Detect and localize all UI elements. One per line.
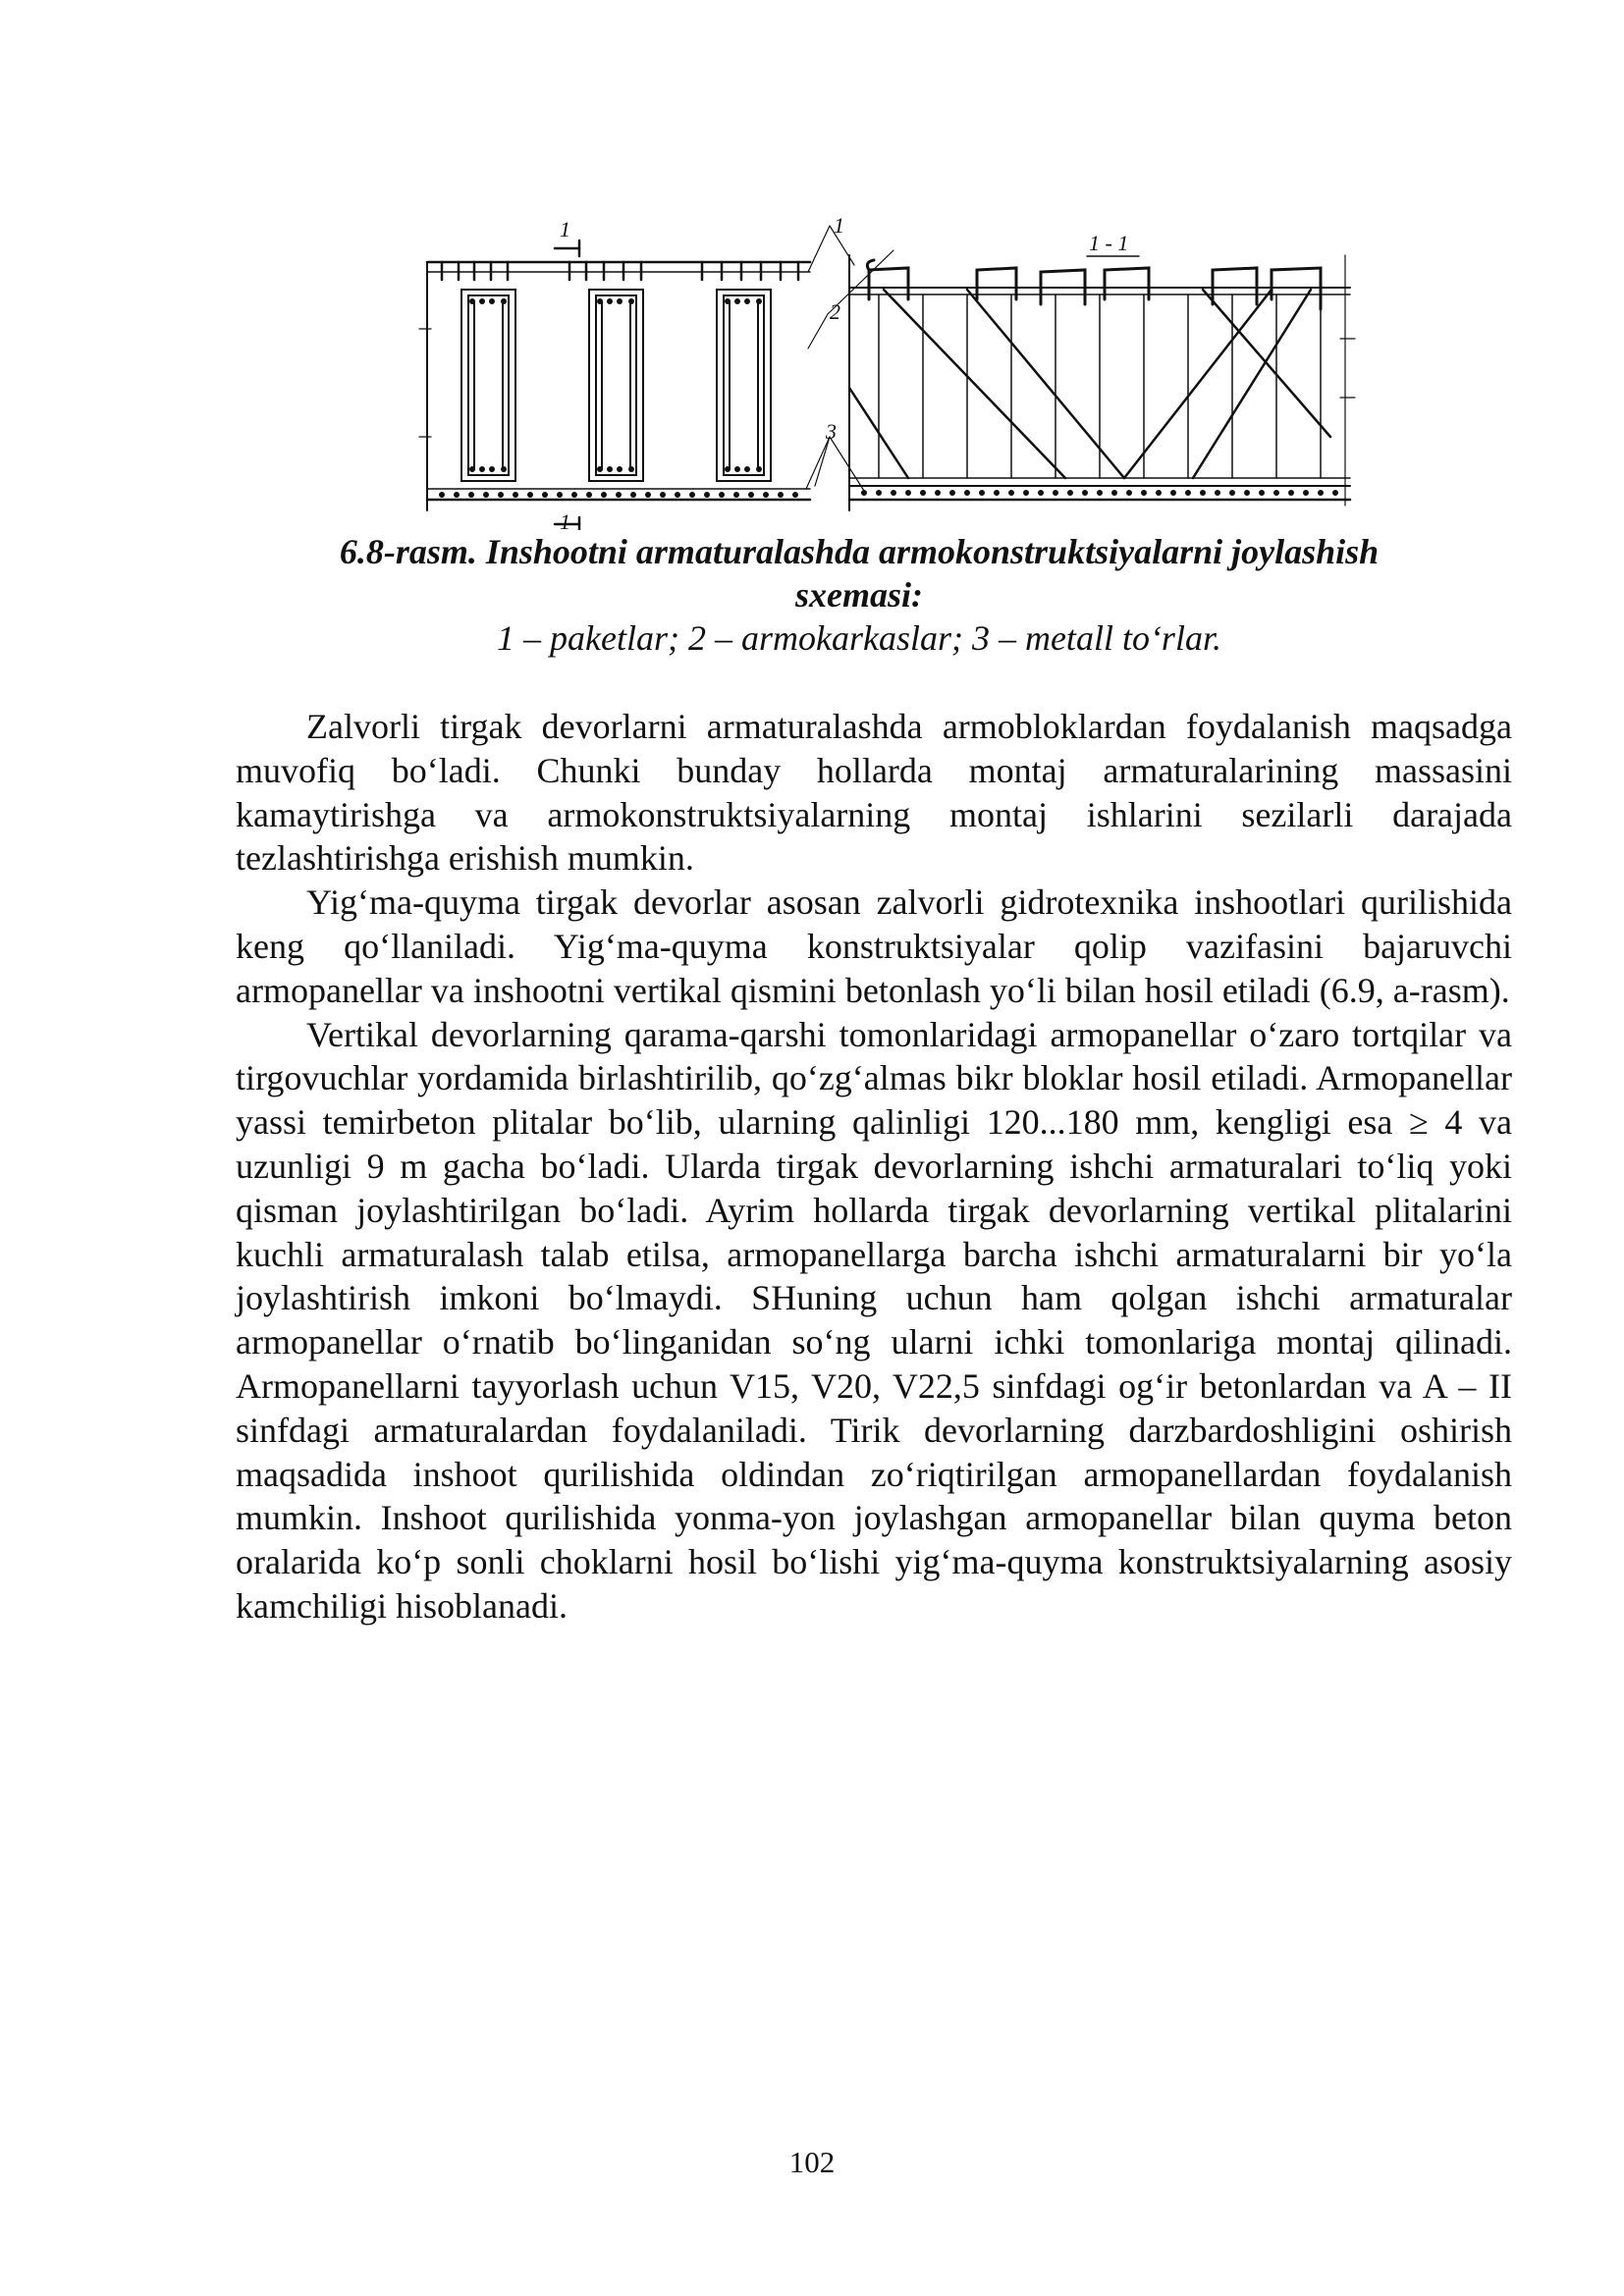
paragraph: Yig‘ma-quyma tirgak devorlar asosan zalvorli gidrotexnika inshootlari qurilishida keng qo‘llaniladi. Yig‘ma-quyma konstruktsiyalar qolip vazifasini bajaruvchi armopanellar va inshootni vertikal qismini betonlash yo‘li bilan hosil etiladi (6.9, a-rasm). <box>236 882 1512 1010</box>
left-panel <box>419 240 810 530</box>
diagram-drawing <box>417 211 1360 530</box>
paragraph: Zalvorli tirgak devorlarni armaturalashda armobloklardan foydalanish maqsadga muvofiq bo‘ladi. Chunki bunday hollarda montaj armaturalarining massasini kamaytirishga va armokonstruktsiyalarning montaj ishlarini sezilarli darajada tezlashtirishga erishish mumkin. <box>236 707 1512 879</box>
section-mark-bottom-label: 1 <box>560 509 570 530</box>
callout-3-label: 3 <box>826 419 837 444</box>
paragraph: Vertikal devorlarning qarama-qarshi tomonlaridagi armopanellar o‘zaro tortqilar va tirgovuchlar yordamida birlashtirilib, qo‘zg‘almas bikr bloklar hosil etiladi. Armopanellar yassi temirbeton plitalar bo‘lib, ularning qalinligi 120...180 mm, kengligi esa ≥ 4 va uzunligi 9 m gacha bo‘ladi. Ularda tirgak devorlarning ishchi armaturalari to‘liq yoki qisman joylashtirilgan bo‘ladi. Ayrim hollarda tirgak devorlarning vertikal plitalarini kuchli armaturalash talab etilsa, armopanellarga barcha ishchi armaturalarni bir yo‘la joylashtirish imkoni bo‘lmaydi. SHuning uchun ham qolgan ishchi armaturalar armopanellar o‘rnatib bo‘linganidan so‘ng ularni ichki tomonlariga montaj qilinadi. Armopanellarni tayyorlash uchun V15, V20, V22,5 sinfdagi og‘ir betonlardan va A – II sinfdagi armaturalardan foydalaniladi. Tirik devorlarning darzbardoshligini oshirish maqsadida inshoot qurilishida oldindan zo‘riqtirilgan armopanellardan foydalanish mumkin. Inshoot qurilishida yonma-yon joylashgan armopanellar bilan quyma beton oralarida ko‘p sonli choklarni hosil bo‘lishi yig‘ma-quyma konstruktsiyalarning asosiy kamchiligi hisoblanadi. <box>236 1014 1512 1626</box>
section-title-label: 1 - 1 <box>1089 231 1129 255</box>
right-panel <box>849 255 1355 510</box>
page-number: 102 <box>788 2145 836 2179</box>
caption-title-line2: sxemasi: <box>795 575 923 614</box>
callout-1-label: 1 <box>834 213 844 238</box>
callout-2-label: 2 <box>830 299 840 324</box>
section-mark-top-label: 1 <box>560 217 570 241</box>
caption-title-line1: 6.8-rasm. Inshootni armaturalashda armokonstruktsiyalarni joylashish <box>339 532 1380 571</box>
body-text <box>236 705 1512 1629</box>
caption-legend: 1 – paketlar; 2 – armokarkaslar; 3 – metall to‘rlar. <box>497 618 1221 658</box>
figure-caption <box>295 530 1424 660</box>
reinforcement-diagram <box>417 211 1360 530</box>
